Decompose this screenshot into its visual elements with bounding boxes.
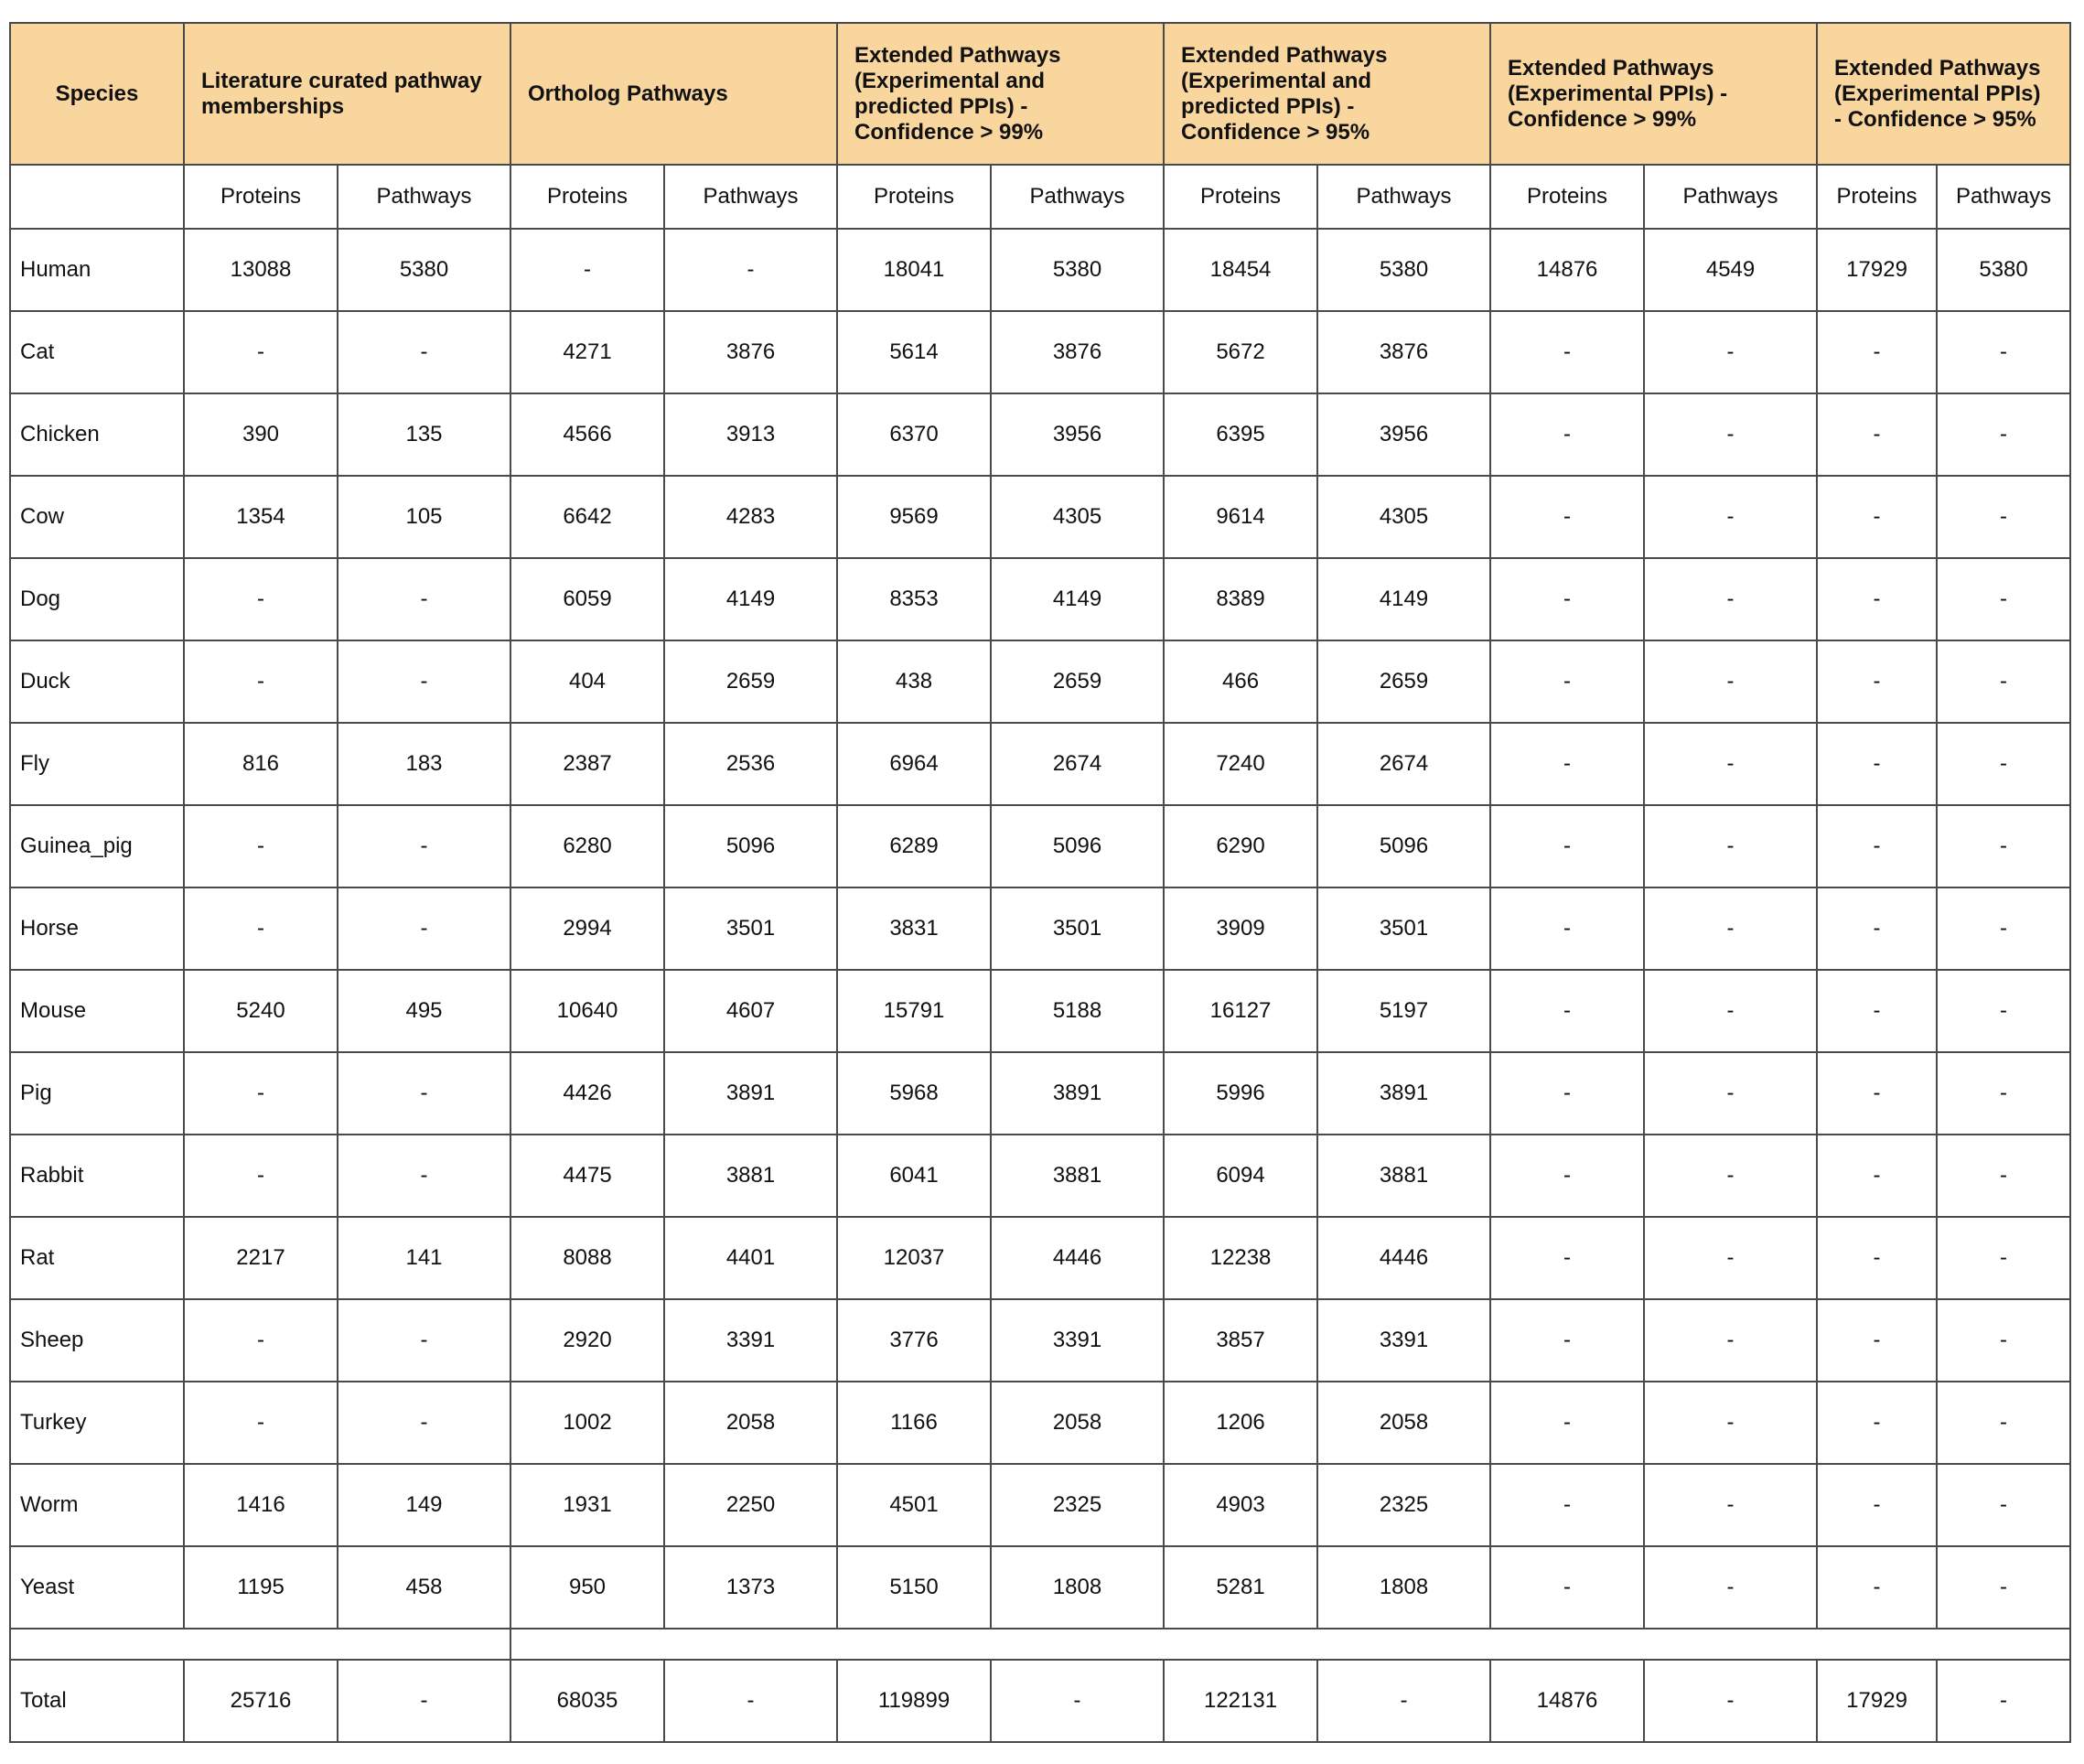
subheader-pathways: Pathways xyxy=(1644,165,1817,229)
table-cell: 6290 xyxy=(1164,805,1317,887)
subheader-proteins: Proteins xyxy=(837,165,991,229)
table-cell: 4271 xyxy=(510,311,664,393)
table-cell: - xyxy=(1937,1546,2070,1629)
table-cell: - xyxy=(1817,1464,1937,1546)
total-label: Total xyxy=(10,1660,184,1742)
table-cell: - xyxy=(1644,1052,1817,1135)
table-cell: 4305 xyxy=(1317,476,1490,558)
table-cell: - xyxy=(184,1382,338,1464)
table-cell: 2325 xyxy=(991,1464,1164,1546)
table-cell: 13088 xyxy=(184,229,338,311)
table-cell: - xyxy=(1817,723,1937,805)
table-cell: - xyxy=(338,887,510,970)
subheader-proteins: Proteins xyxy=(510,165,664,229)
subheader-blank xyxy=(10,165,184,229)
table-cell: 458 xyxy=(338,1546,510,1629)
table-cell: 5096 xyxy=(991,805,1164,887)
table-cell: - xyxy=(1817,311,1937,393)
header-extended-exp-pred-95: Extended Pathways (Experimental and predicted PPIs) - Confidence > 95% xyxy=(1164,23,1490,165)
table-cell: 2058 xyxy=(1317,1382,1490,1464)
species-name: Chicken xyxy=(10,393,184,476)
table-cell: 14876 xyxy=(1490,229,1644,311)
table-cell: 404 xyxy=(510,640,664,723)
table-cell: 5096 xyxy=(1317,805,1490,887)
table-row xyxy=(10,1052,2070,1135)
species-name: Rabbit xyxy=(10,1135,184,1217)
species-name: Guinea_pig xyxy=(10,805,184,887)
table-cell: 3831 xyxy=(837,887,991,970)
table-cell: - xyxy=(1937,805,2070,887)
table-cell: 6964 xyxy=(837,723,991,805)
total-cell: 25716 xyxy=(184,1660,338,1742)
total-cell: 122131 xyxy=(1164,1660,1317,1742)
table-cell: - xyxy=(338,1135,510,1217)
table-cell: 4566 xyxy=(510,393,664,476)
table-cell: 1166 xyxy=(837,1382,991,1464)
table-cell: 3857 xyxy=(1164,1299,1317,1382)
table-cell: 17929 xyxy=(1817,229,1937,311)
species-pathway-table xyxy=(9,22,2071,1743)
table-cell: 4401 xyxy=(664,1217,837,1299)
table-cell: - xyxy=(1490,805,1644,887)
header-species: Species xyxy=(10,23,184,165)
total-cell: - xyxy=(664,1660,837,1742)
total-cell: - xyxy=(1317,1660,1490,1742)
table-cell: - xyxy=(338,640,510,723)
table-cell: - xyxy=(1937,1217,2070,1299)
table-cell: - xyxy=(1817,1546,1937,1629)
table-cell: - xyxy=(1817,805,1937,887)
table-cell: 4283 xyxy=(664,476,837,558)
table-row xyxy=(10,640,2070,723)
table-cell: - xyxy=(1817,558,1937,640)
subheader-pathways: Pathways xyxy=(664,165,837,229)
table-cell: 3956 xyxy=(991,393,1164,476)
table-cell: - xyxy=(1937,640,2070,723)
table-cell: 6280 xyxy=(510,805,664,887)
table-cell: 1206 xyxy=(1164,1382,1317,1464)
table-cell: 1416 xyxy=(184,1464,338,1546)
table-cell: - xyxy=(184,1052,338,1135)
table-cell: 5281 xyxy=(1164,1546,1317,1629)
header-extended-exp-pred-99: Extended Pathways (Experimental and predicted PPIs) - Confidence > 99% xyxy=(837,23,1164,165)
table-cell: 1195 xyxy=(184,1546,338,1629)
table-cell: 2536 xyxy=(664,723,837,805)
table-cell: 816 xyxy=(184,723,338,805)
species-name: Duck xyxy=(10,640,184,723)
table-cell: 1354 xyxy=(184,476,338,558)
table-cell: 1808 xyxy=(1317,1546,1490,1629)
table-cell: 3776 xyxy=(837,1299,991,1382)
table-cell: - xyxy=(1490,723,1644,805)
subheader-proteins: Proteins xyxy=(1817,165,1937,229)
table-cell: 9614 xyxy=(1164,476,1317,558)
table-cell: - xyxy=(1644,640,1817,723)
table-cell: - xyxy=(184,1299,338,1382)
subheader-pathways: Pathways xyxy=(991,165,1164,229)
table-cell: 3391 xyxy=(664,1299,837,1382)
table-cell: 4305 xyxy=(991,476,1164,558)
table-cell: 4607 xyxy=(664,970,837,1052)
table-cell: 7240 xyxy=(1164,723,1317,805)
table-cell: 4149 xyxy=(664,558,837,640)
table-cell: 4446 xyxy=(1317,1217,1490,1299)
table-row xyxy=(10,393,2070,476)
table-cell: 135 xyxy=(338,393,510,476)
header-extended-exp-99: Extended Pathways (Experimental PPIs) - Confidence > 99% xyxy=(1490,23,1817,165)
table-row xyxy=(10,1546,2070,1629)
table-cell: - xyxy=(1937,393,2070,476)
table-cell: 18041 xyxy=(837,229,991,311)
table-cell: - xyxy=(1490,1052,1644,1135)
table-cell: 6289 xyxy=(837,805,991,887)
table-row xyxy=(10,1464,2070,1546)
table-cell: 1002 xyxy=(510,1382,664,1464)
table-cell: 2920 xyxy=(510,1299,664,1382)
table-cell: 16127 xyxy=(1164,970,1317,1052)
table-cell: - xyxy=(1937,476,2070,558)
table-row xyxy=(10,1217,2070,1299)
total-cell: - xyxy=(338,1660,510,1742)
table-cell: 3891 xyxy=(664,1052,837,1135)
table-row xyxy=(10,476,2070,558)
table-cell: - xyxy=(1490,311,1644,393)
table-cell: 15791 xyxy=(837,970,991,1052)
table-cell: 466 xyxy=(1164,640,1317,723)
subheader-proteins: Proteins xyxy=(1164,165,1317,229)
table-cell: 2217 xyxy=(184,1217,338,1299)
table-cell: 2387 xyxy=(510,723,664,805)
table-cell: 950 xyxy=(510,1546,664,1629)
table-cell: - xyxy=(510,229,664,311)
table-cell: - xyxy=(1644,887,1817,970)
table-cell: - xyxy=(1644,723,1817,805)
table-cell: 1931 xyxy=(510,1464,664,1546)
table-cell: 8088 xyxy=(510,1217,664,1299)
table-row xyxy=(10,311,2070,393)
table-cell: 3881 xyxy=(1317,1135,1490,1217)
table-cell: 2659 xyxy=(991,640,1164,723)
table-cell: 4426 xyxy=(510,1052,664,1135)
table-cell: - xyxy=(1490,1217,1644,1299)
table-cell: - xyxy=(1937,1464,2070,1546)
table-row xyxy=(10,970,2070,1052)
species-name: Dog xyxy=(10,558,184,640)
table-cell: 5188 xyxy=(991,970,1164,1052)
table-cell: - xyxy=(1937,311,2070,393)
table-cell: 3501 xyxy=(1317,887,1490,970)
table-cell: - xyxy=(1937,558,2070,640)
table-cell: - xyxy=(184,805,338,887)
header-row xyxy=(10,23,2070,165)
table-cell: - xyxy=(1490,970,1644,1052)
table-cell: 3391 xyxy=(1317,1299,1490,1382)
spacer-cell xyxy=(510,1629,2070,1660)
header-literature-curated: Literature curated pathway memberships xyxy=(184,23,510,165)
table-cell: 141 xyxy=(338,1217,510,1299)
species-name: Horse xyxy=(10,887,184,970)
table-cell: 3876 xyxy=(991,311,1164,393)
table-cell: - xyxy=(1644,558,1817,640)
table-cell: 3891 xyxy=(991,1052,1164,1135)
table-cell: 5380 xyxy=(991,229,1164,311)
table-cell: 4446 xyxy=(991,1217,1164,1299)
table-cell: 8353 xyxy=(837,558,991,640)
table-cell: - xyxy=(1490,476,1644,558)
table-cell: - xyxy=(1817,1135,1937,1217)
table-cell: - xyxy=(1490,393,1644,476)
table-cell: 2659 xyxy=(664,640,837,723)
table-cell: 390 xyxy=(184,393,338,476)
table-cell: 1808 xyxy=(991,1546,1164,1629)
table-cell: - xyxy=(1644,1464,1817,1546)
table-cell: 2674 xyxy=(991,723,1164,805)
table-cell: 3956 xyxy=(1317,393,1490,476)
table-row xyxy=(10,1135,2070,1217)
table-cell: - xyxy=(1644,311,1817,393)
table-cell: - xyxy=(1937,1052,2070,1135)
table-cell: 2058 xyxy=(664,1382,837,1464)
table-cell: - xyxy=(1817,476,1937,558)
table-cell: 4149 xyxy=(1317,558,1490,640)
table-cell: 438 xyxy=(837,640,991,723)
table-cell: - xyxy=(1644,970,1817,1052)
table-cell: 3391 xyxy=(991,1299,1164,1382)
table-cell: - xyxy=(1937,887,2070,970)
subheader-proteins: Proteins xyxy=(184,165,338,229)
table-cell: - xyxy=(1937,1382,2070,1464)
table-cell: - xyxy=(338,558,510,640)
table-cell: - xyxy=(1644,1217,1817,1299)
table-cell: 5197 xyxy=(1317,970,1490,1052)
table-cell: 12037 xyxy=(837,1217,991,1299)
table-cell: - xyxy=(1644,1135,1817,1217)
table-cell: 10640 xyxy=(510,970,664,1052)
species-name: Fly xyxy=(10,723,184,805)
table-cell: - xyxy=(1937,1299,2070,1382)
table-cell: - xyxy=(1490,640,1644,723)
table-row xyxy=(10,1299,2070,1382)
table-cell: - xyxy=(184,558,338,640)
table-cell: - xyxy=(184,311,338,393)
table-cell: 3891 xyxy=(1317,1052,1490,1135)
table-cell: 5614 xyxy=(837,311,991,393)
table-cell: 6370 xyxy=(837,393,991,476)
table-cell: - xyxy=(1817,1299,1937,1382)
table-cell: - xyxy=(338,805,510,887)
table-cell: - xyxy=(1644,476,1817,558)
table-cell: - xyxy=(1490,1299,1644,1382)
total-cell: 119899 xyxy=(837,1660,991,1742)
table-cell: - xyxy=(1490,1546,1644,1629)
total-row xyxy=(10,1660,2070,1742)
table-cell: 6094 xyxy=(1164,1135,1317,1217)
table-cell: - xyxy=(1644,1382,1817,1464)
table-cell: - xyxy=(1817,1382,1937,1464)
species-name: Sheep xyxy=(10,1299,184,1382)
table-cell: 1373 xyxy=(664,1546,837,1629)
subheader-pathways: Pathways xyxy=(1937,165,2070,229)
table-cell: 5672 xyxy=(1164,311,1317,393)
table-cell: - xyxy=(184,1135,338,1217)
table-cell: 3881 xyxy=(664,1135,837,1217)
table-cell: 3909 xyxy=(1164,887,1317,970)
table-cell: - xyxy=(1817,393,1937,476)
table-row xyxy=(10,1382,2070,1464)
subheader-pathways: Pathways xyxy=(1317,165,1490,229)
table-cell: 105 xyxy=(338,476,510,558)
table-cell: - xyxy=(338,1382,510,1464)
species-name: Cat xyxy=(10,311,184,393)
table-cell: 8389 xyxy=(1164,558,1317,640)
table-cell: - xyxy=(1937,970,2070,1052)
table-cell: 2994 xyxy=(510,887,664,970)
header-ortholog-pathways: Ortholog Pathways xyxy=(510,23,837,165)
table-cell: - xyxy=(184,887,338,970)
table-cell: 5096 xyxy=(664,805,837,887)
table-cell: 4475 xyxy=(510,1135,664,1217)
table-cell: - xyxy=(1817,887,1937,970)
total-cell: - xyxy=(1644,1660,1817,1742)
table-cell: 5240 xyxy=(184,970,338,1052)
subheader-pathways: Pathways xyxy=(338,165,510,229)
header-extended-exp-95: Extended Pathways (Experimental PPIs) - Confidence > 95% xyxy=(1817,23,2070,165)
spacer-cell xyxy=(10,1629,510,1660)
table-cell: 5968 xyxy=(837,1052,991,1135)
table-cell: - xyxy=(1937,1135,2070,1217)
species-name: Human xyxy=(10,229,184,311)
total-cell: 17929 xyxy=(1817,1660,1937,1742)
table-cell: - xyxy=(1817,640,1937,723)
table-cell: 6395 xyxy=(1164,393,1317,476)
species-name: Turkey xyxy=(10,1382,184,1464)
species-name: Worm xyxy=(10,1464,184,1546)
table-cell: 3913 xyxy=(664,393,837,476)
table-cell: - xyxy=(1644,805,1817,887)
species-name: Mouse xyxy=(10,970,184,1052)
table-cell: - xyxy=(1817,970,1937,1052)
subheader-proteins: Proteins xyxy=(1490,165,1644,229)
table-row xyxy=(10,229,2070,311)
table-cell: 5380 xyxy=(338,229,510,311)
table-cell: - xyxy=(1490,1464,1644,1546)
table-cell: 3501 xyxy=(664,887,837,970)
table-cell: - xyxy=(1490,1135,1644,1217)
species-name: Rat xyxy=(10,1217,184,1299)
spacer-row xyxy=(10,1629,2070,1660)
table-row xyxy=(10,887,2070,970)
table-cell: 149 xyxy=(338,1464,510,1546)
table-cell: 3876 xyxy=(1317,311,1490,393)
species-name: Yeast xyxy=(10,1546,184,1629)
table-cell: 183 xyxy=(338,723,510,805)
total-cell: 68035 xyxy=(510,1660,664,1742)
table-cell: - xyxy=(1937,723,2070,805)
table-cell: - xyxy=(664,229,837,311)
table-cell: - xyxy=(1490,1382,1644,1464)
species-name: Cow xyxy=(10,476,184,558)
species-name: Pig xyxy=(10,1052,184,1135)
table-cell: 5380 xyxy=(1317,229,1490,311)
table-cell: 3876 xyxy=(664,311,837,393)
table-cell: 9569 xyxy=(837,476,991,558)
table-row xyxy=(10,558,2070,640)
table-cell: 12238 xyxy=(1164,1217,1317,1299)
table-cell: 4149 xyxy=(991,558,1164,640)
subheader-row xyxy=(10,165,2070,229)
table-cell: 4903 xyxy=(1164,1464,1317,1546)
table-cell: 3881 xyxy=(991,1135,1164,1217)
table-cell: 3501 xyxy=(991,887,1164,970)
table-row xyxy=(10,805,2070,887)
table-cell: - xyxy=(1817,1217,1937,1299)
table-row xyxy=(10,723,2070,805)
table-cell: 2058 xyxy=(991,1382,1164,1464)
table-cell: 18454 xyxy=(1164,229,1317,311)
table-cell: 495 xyxy=(338,970,510,1052)
table-cell: - xyxy=(1817,1052,1937,1135)
table-cell: - xyxy=(338,311,510,393)
table-cell: 5996 xyxy=(1164,1052,1317,1135)
table-cell: 5150 xyxy=(837,1546,991,1629)
table-cell: 4501 xyxy=(837,1464,991,1546)
table-cell: 6041 xyxy=(837,1135,991,1217)
table-cell: - xyxy=(1644,1546,1817,1629)
table-cell: - xyxy=(1490,887,1644,970)
table-cell: 6059 xyxy=(510,558,664,640)
total-cell: 14876 xyxy=(1490,1660,1644,1742)
table-cell: 2659 xyxy=(1317,640,1490,723)
total-cell: - xyxy=(991,1660,1164,1742)
total-cell: - xyxy=(1937,1660,2070,1742)
table-cell: - xyxy=(1644,1299,1817,1382)
table-cell: 6642 xyxy=(510,476,664,558)
table-cell: - xyxy=(184,640,338,723)
table-cell: 2250 xyxy=(664,1464,837,1546)
table-cell: - xyxy=(1490,558,1644,640)
table-cell: 2674 xyxy=(1317,723,1490,805)
table-cell: - xyxy=(338,1299,510,1382)
table-cell: - xyxy=(338,1052,510,1135)
table-cell: - xyxy=(1644,393,1817,476)
table-cell: 4549 xyxy=(1644,229,1817,311)
table-cell: 5380 xyxy=(1937,229,2070,311)
table-cell: 2325 xyxy=(1317,1464,1490,1546)
